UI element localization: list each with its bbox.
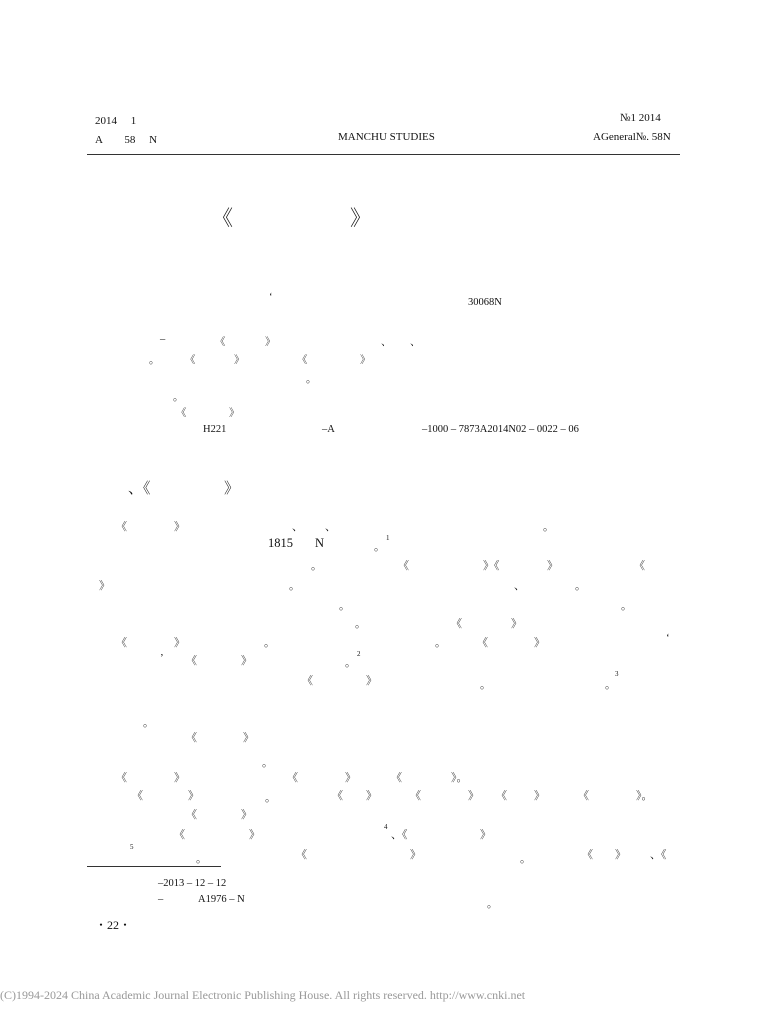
copyright-notice: (C)1994-2024 China Academic Journal Electronic Publishing House. All rights reserved. http://www.cnki.net [0, 988, 526, 1002]
header-issue-cn: 2014 1 [95, 115, 137, 127]
author-mark: ‘ [269, 292, 273, 303]
document-code: –A [322, 424, 335, 435]
author-info: A1976 – N [198, 894, 245, 905]
page-number: ・22・ [95, 918, 132, 932]
article-title-close: 》 [350, 206, 371, 230]
author-info-end: 。 [487, 899, 498, 910]
classification-number: H221 [203, 424, 227, 435]
article-title-open: 《 [212, 206, 233, 230]
author-dash: – [158, 894, 164, 905]
received-date: –2013 – 12 – 12 [158, 878, 227, 889]
article-id: –1000 – 7873A2014N02 – 0022 – 06 [422, 424, 579, 435]
keywords-close: 》 [229, 408, 240, 419]
keywords-open: 《 [176, 408, 187, 419]
header-issue-en: №1 2014 [620, 112, 661, 124]
footnote-rule [87, 866, 221, 867]
postal-code: 30068N [468, 297, 502, 308]
header-rule [87, 154, 680, 155]
journal-name: MANCHU STUDIES [338, 131, 435, 143]
section-heading-1-close: 》 [224, 481, 240, 497]
header-general-no: AGeneral№. 58N [593, 131, 671, 143]
section-heading-1: 、《 [128, 481, 151, 497]
header-volume-cn: A 58 N [95, 134, 158, 146]
